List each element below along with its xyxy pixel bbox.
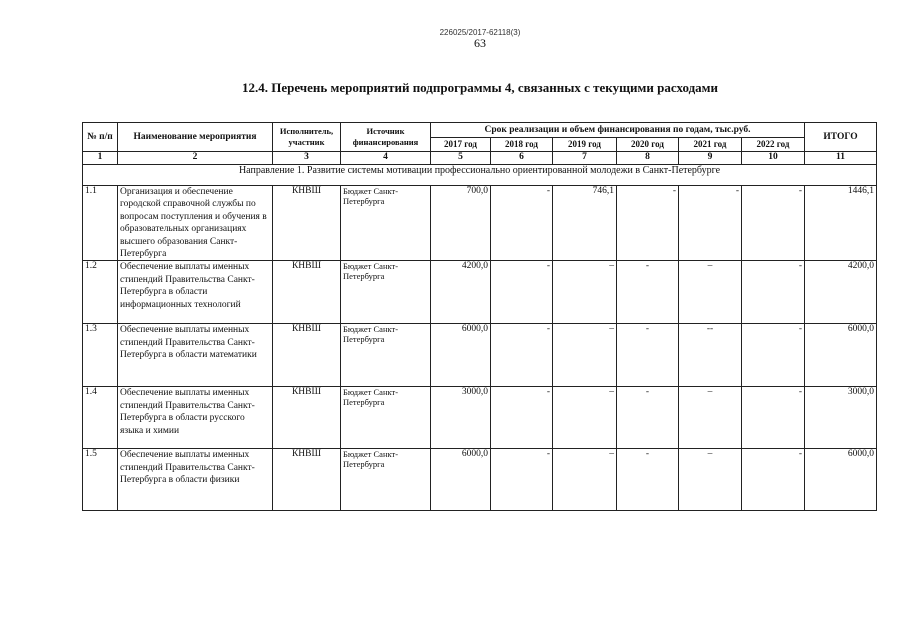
row-2017: 3000,0 (431, 387, 491, 449)
row-executor: КНВШ (273, 261, 341, 324)
activities-table (82, 122, 877, 511)
row-2022: - (742, 387, 805, 449)
direction-title: Направление 1. Развитие системы мотивации профессионально ориентированной молодежи в Санкт-Петербурге (83, 165, 877, 186)
table-row (83, 324, 877, 387)
row-2021: – (679, 387, 742, 449)
row-2021: – (679, 449, 742, 511)
row-total: 6000,0 (805, 449, 877, 511)
row-2020: - (617, 387, 679, 449)
row-executor: КНВШ (273, 324, 341, 387)
row-2020: - (617, 186, 679, 261)
row-2019: – (553, 449, 617, 511)
row-total: 4200,0 (805, 261, 877, 324)
column-number: 4 (341, 152, 431, 165)
column-numbers-row (83, 152, 877, 165)
row-executor: КНВШ (273, 449, 341, 511)
row-total: 6000,0 (805, 324, 877, 387)
row-total: 1446,1 (805, 186, 877, 261)
row-2019: – (553, 261, 617, 324)
page-number: 63 (474, 36, 486, 50)
row-num: 1.3 (83, 324, 118, 387)
row-2019: – (553, 324, 617, 387)
row-source: Бюджет Санкт-Петербурга (341, 387, 431, 449)
table-row (83, 261, 877, 324)
row-source: Бюджет Санкт-Петербурга (341, 261, 431, 324)
row-2022: - (742, 449, 805, 511)
row-2021: – (679, 261, 742, 324)
column-number: 7 (553, 152, 617, 165)
row-2020: - (617, 261, 679, 324)
row-2021: -- (679, 324, 742, 387)
row-name: Обеспечение выплаты именных стипендий Правительства Санкт-Петербурга в области информационных технологий (118, 261, 273, 324)
row-2021: - (679, 186, 742, 261)
row-2022: - (742, 186, 805, 261)
column-number: 10 (742, 152, 805, 165)
header-executor: Исполнитель, участник (273, 123, 341, 152)
header-name: Наименование мероприятия (118, 123, 273, 152)
direction-row (83, 165, 877, 186)
row-2017: 6000,0 (431, 324, 491, 387)
row-2020: - (617, 449, 679, 511)
row-name: Организация и обеспечение городской справочной службы по вопросам поступления и обучения в образовательных организациях высшего образования Санкт-Петербурга (118, 186, 273, 261)
column-number: 5 (431, 152, 491, 165)
row-num: 1.1 (83, 186, 118, 261)
header-period: Срок реализации и объем финансирования по годам, тыс.руб. (431, 123, 805, 138)
column-number: 3 (273, 152, 341, 165)
column-number: 9 (679, 152, 742, 165)
header-year-2020: 2020 год (617, 138, 679, 152)
row-name: Обеспечение выплаты именных стипендий Правительства Санкт-Петербурга в области физики (118, 449, 273, 511)
row-2017: 4200,0 (431, 261, 491, 324)
column-number: 8 (617, 152, 679, 165)
row-2022: - (742, 324, 805, 387)
table-row (83, 186, 877, 261)
row-2017: 700,0 (431, 186, 491, 261)
row-executor: КНВШ (273, 387, 341, 449)
header-year-2017: 2017 год (431, 138, 491, 152)
row-total: 3000,0 (805, 387, 877, 449)
row-2017: 6000,0 (431, 449, 491, 511)
row-num: 1.4 (83, 387, 118, 449)
header-row (83, 123, 877, 138)
row-executor: КНВШ (273, 186, 341, 261)
column-number: 11 (805, 152, 877, 165)
table-row (83, 449, 877, 511)
row-source: Бюджет Санкт-Петербурга (341, 324, 431, 387)
column-number: 1 (83, 152, 118, 165)
row-source: Бюджет Санкт-Петербурга (341, 186, 431, 261)
section-title: 12.4. Перечень мероприятий подпрограммы 4, связанных с текущими расходами (241, 80, 719, 95)
row-source: Бюджет Санкт-Петербурга (341, 449, 431, 511)
row-2018: - (491, 449, 553, 511)
row-2018: - (491, 387, 553, 449)
header-year-2018: 2018 год (491, 138, 553, 152)
row-2018: - (491, 261, 553, 324)
row-num: 1.2 (83, 261, 118, 324)
column-number: 6 (491, 152, 553, 165)
row-name: Обеспечение выплаты именных стипендий Правительства Санкт-Петербурга в области русского языка и химии (118, 387, 273, 449)
header-total: ИТОГО (805, 123, 877, 152)
row-num: 1.5 (83, 449, 118, 511)
header-source: Источник финансирования (341, 123, 431, 152)
row-2020: - (617, 324, 679, 387)
row-name: Обеспечение выплаты именных стипендий Правительства Санкт-Петербурга в области математики (118, 324, 273, 387)
row-2018: - (491, 186, 553, 261)
row-2022: - (742, 261, 805, 324)
table-row (83, 387, 877, 449)
header-year-2022: 2022 год (742, 138, 805, 152)
document-registration-number: 226025/2017-62118(3) (439, 28, 521, 37)
column-number: 2 (118, 152, 273, 165)
row-2018: - (491, 324, 553, 387)
header-year-2021: 2021 год (679, 138, 742, 152)
header-year-2019: 2019 год (553, 138, 617, 152)
row-2019: 746,1 (553, 186, 617, 261)
header-num: № п/п (83, 123, 118, 152)
row-2019: – (553, 387, 617, 449)
